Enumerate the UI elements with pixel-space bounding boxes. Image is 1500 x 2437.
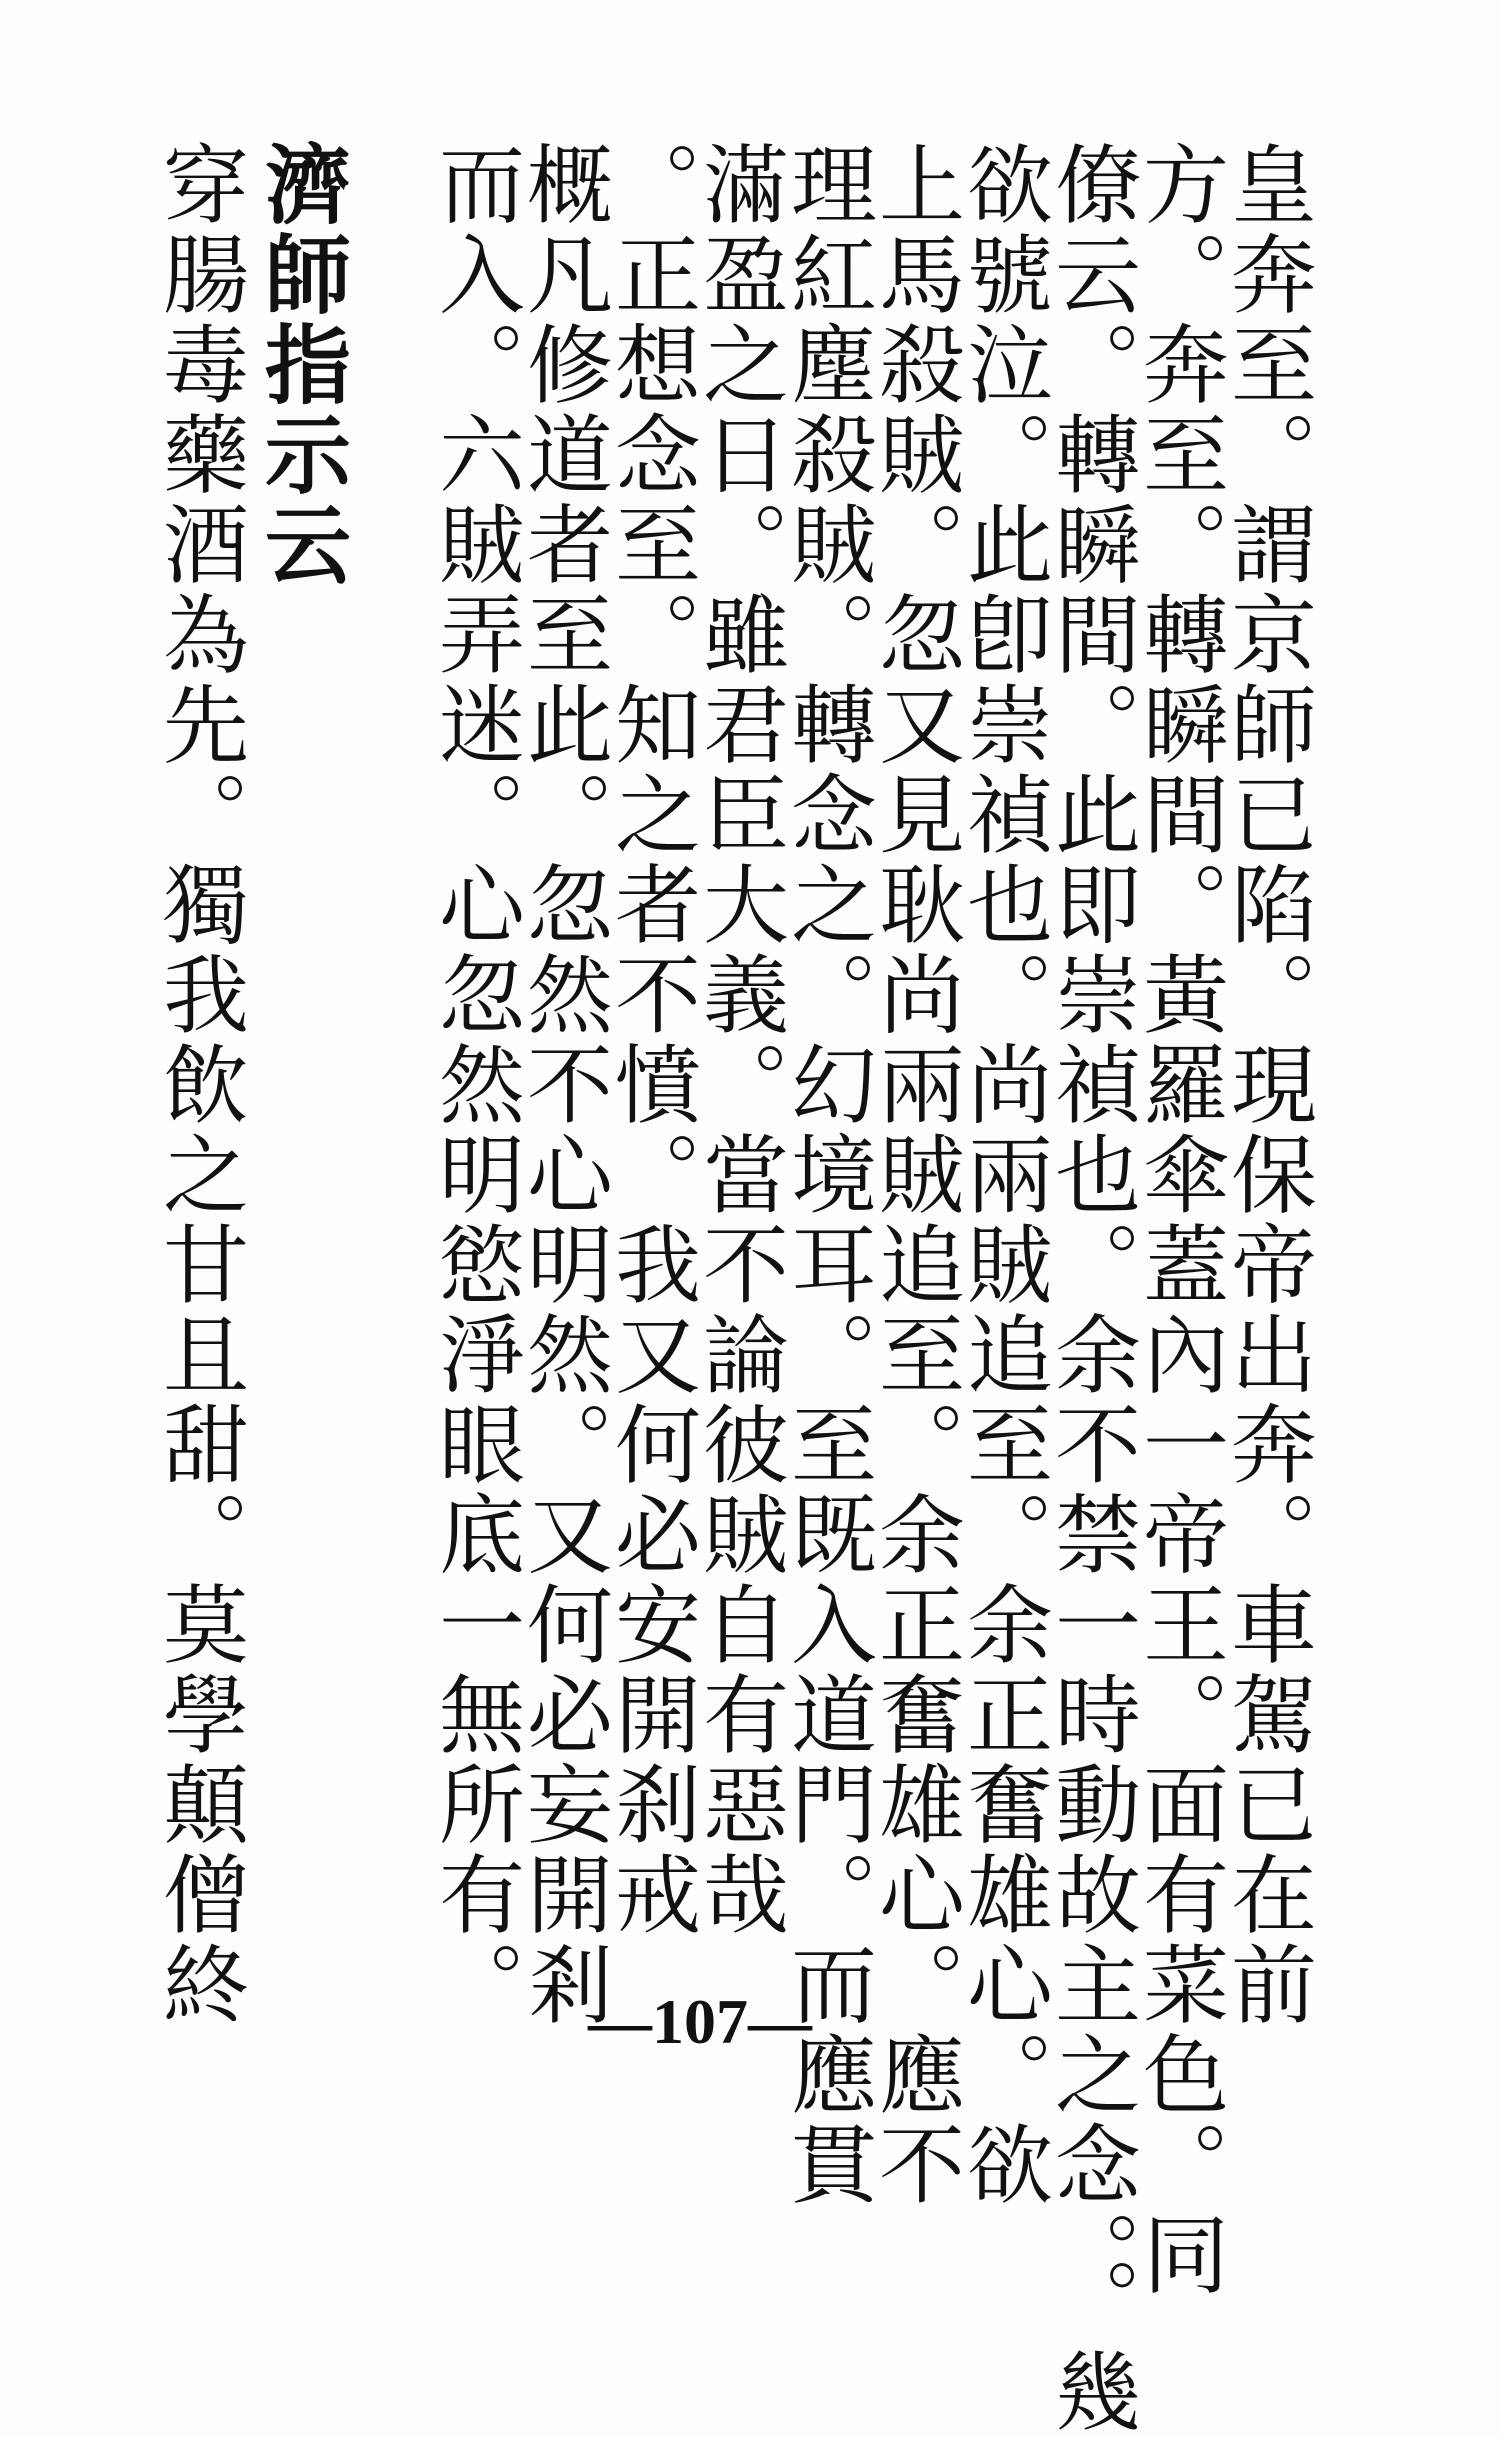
- text-column-3: 僚云。轉瞬間。此即崇禎也。余不禁一時動故主之念。。幾: [1040, 140, 1140, 2437]
- heading-column: 濟師指示云: [250, 140, 350, 590]
- verse-column: 穿腸毒藥酒為先。獨我飲之甘且甜。莫學顛僧終: [148, 140, 248, 2030]
- page-number: —107—: [588, 1986, 812, 2057]
- text-column-7: 滿盈之日。雖君臣大義。當不論彼賊自有惡哉: [688, 140, 788, 1940]
- text-column-5: 上馬殺賊。忽又見耿尚兩賊追至。余正奮雄心。應不: [864, 140, 964, 2210]
- text-column-9: 概凡修道者至此。忽然不心明然。又何必妄開剎: [512, 140, 612, 2030]
- text-column-4: 欲號泣。此卽崇禎也。尚兩賊追至。余正奮雄心。欲: [952, 140, 1052, 2210]
- text-column-10: 而入。六賊弄迷。心忽然明慾淨眼底一無所有。: [424, 140, 524, 2030]
- text-column-1: 皇奔至。謂京師已陷。現保帝出奔。車駕已在前: [1216, 140, 1316, 2030]
- text-column-6: 理紅塵殺賊。轉念之。幻境耳。至既入道門。而應貫: [776, 140, 876, 2210]
- text-column-2: 方。奔至。轉瞬間。黃羅傘蓋內一帝王。面有菜色。同: [1128, 140, 1228, 2300]
- text-column-8: 。正想念至。知之者不憤。我又何必安開刹戒: [600, 140, 700, 1940]
